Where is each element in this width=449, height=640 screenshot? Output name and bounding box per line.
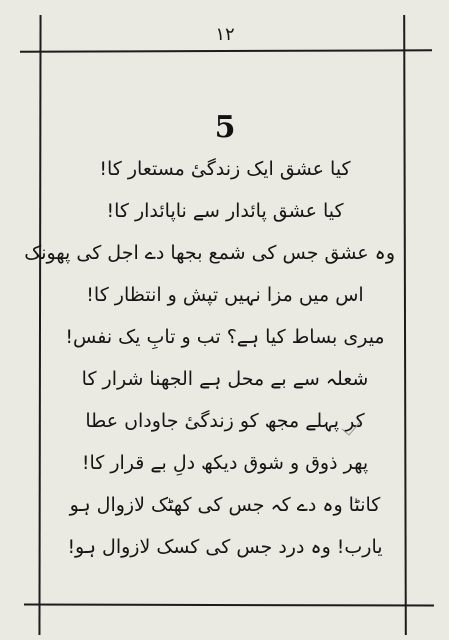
frame-top-rule bbox=[20, 49, 432, 52]
verse-line-10: یارب! وہ درد جس کی کسک لازوال ہو! bbox=[67, 536, 383, 558]
verse-line-9: کانٹا وہ دے کہ جس کی کھٹک لازوال ہو bbox=[69, 494, 381, 516]
verse-line-6: شعلہ سے بے محل ہے الجھنا شرار کا bbox=[81, 368, 369, 390]
verse-line-5: میری بساط کیا ہے؟ تب و تابِ یک نفس! bbox=[65, 326, 385, 348]
frame-left-rule bbox=[38, 15, 41, 635]
verse-line-1: کیا عشق ایک زندگیٔ مستعار کا! bbox=[99, 158, 351, 180]
stanza-number: 5 bbox=[214, 110, 236, 145]
page-number: ۱۲ bbox=[215, 24, 235, 45]
frame-right-rule bbox=[403, 15, 407, 635]
verse-line-3: وہ عشق جس کی شمع بجھا دے اجل کی پھونک bbox=[24, 242, 395, 264]
verse-line-4: اس میں مزا نہیں تپش و انتظار کا! bbox=[86, 284, 364, 306]
poem-body bbox=[24, 148, 395, 568]
frame-bottom-rule bbox=[24, 603, 434, 606]
verse-line-8: پھر ذوق و شوق دیکھ دلِ بے قرار کا! bbox=[81, 452, 369, 474]
verse-line-2: کیا عشق پائدار سے ناپائدار کا! bbox=[106, 200, 344, 222]
verse-line-7: کر پہلے مجھ کو زندگیٔ جاوداں عطا bbox=[85, 410, 365, 432]
pencil-tick-mark bbox=[340, 420, 362, 438]
